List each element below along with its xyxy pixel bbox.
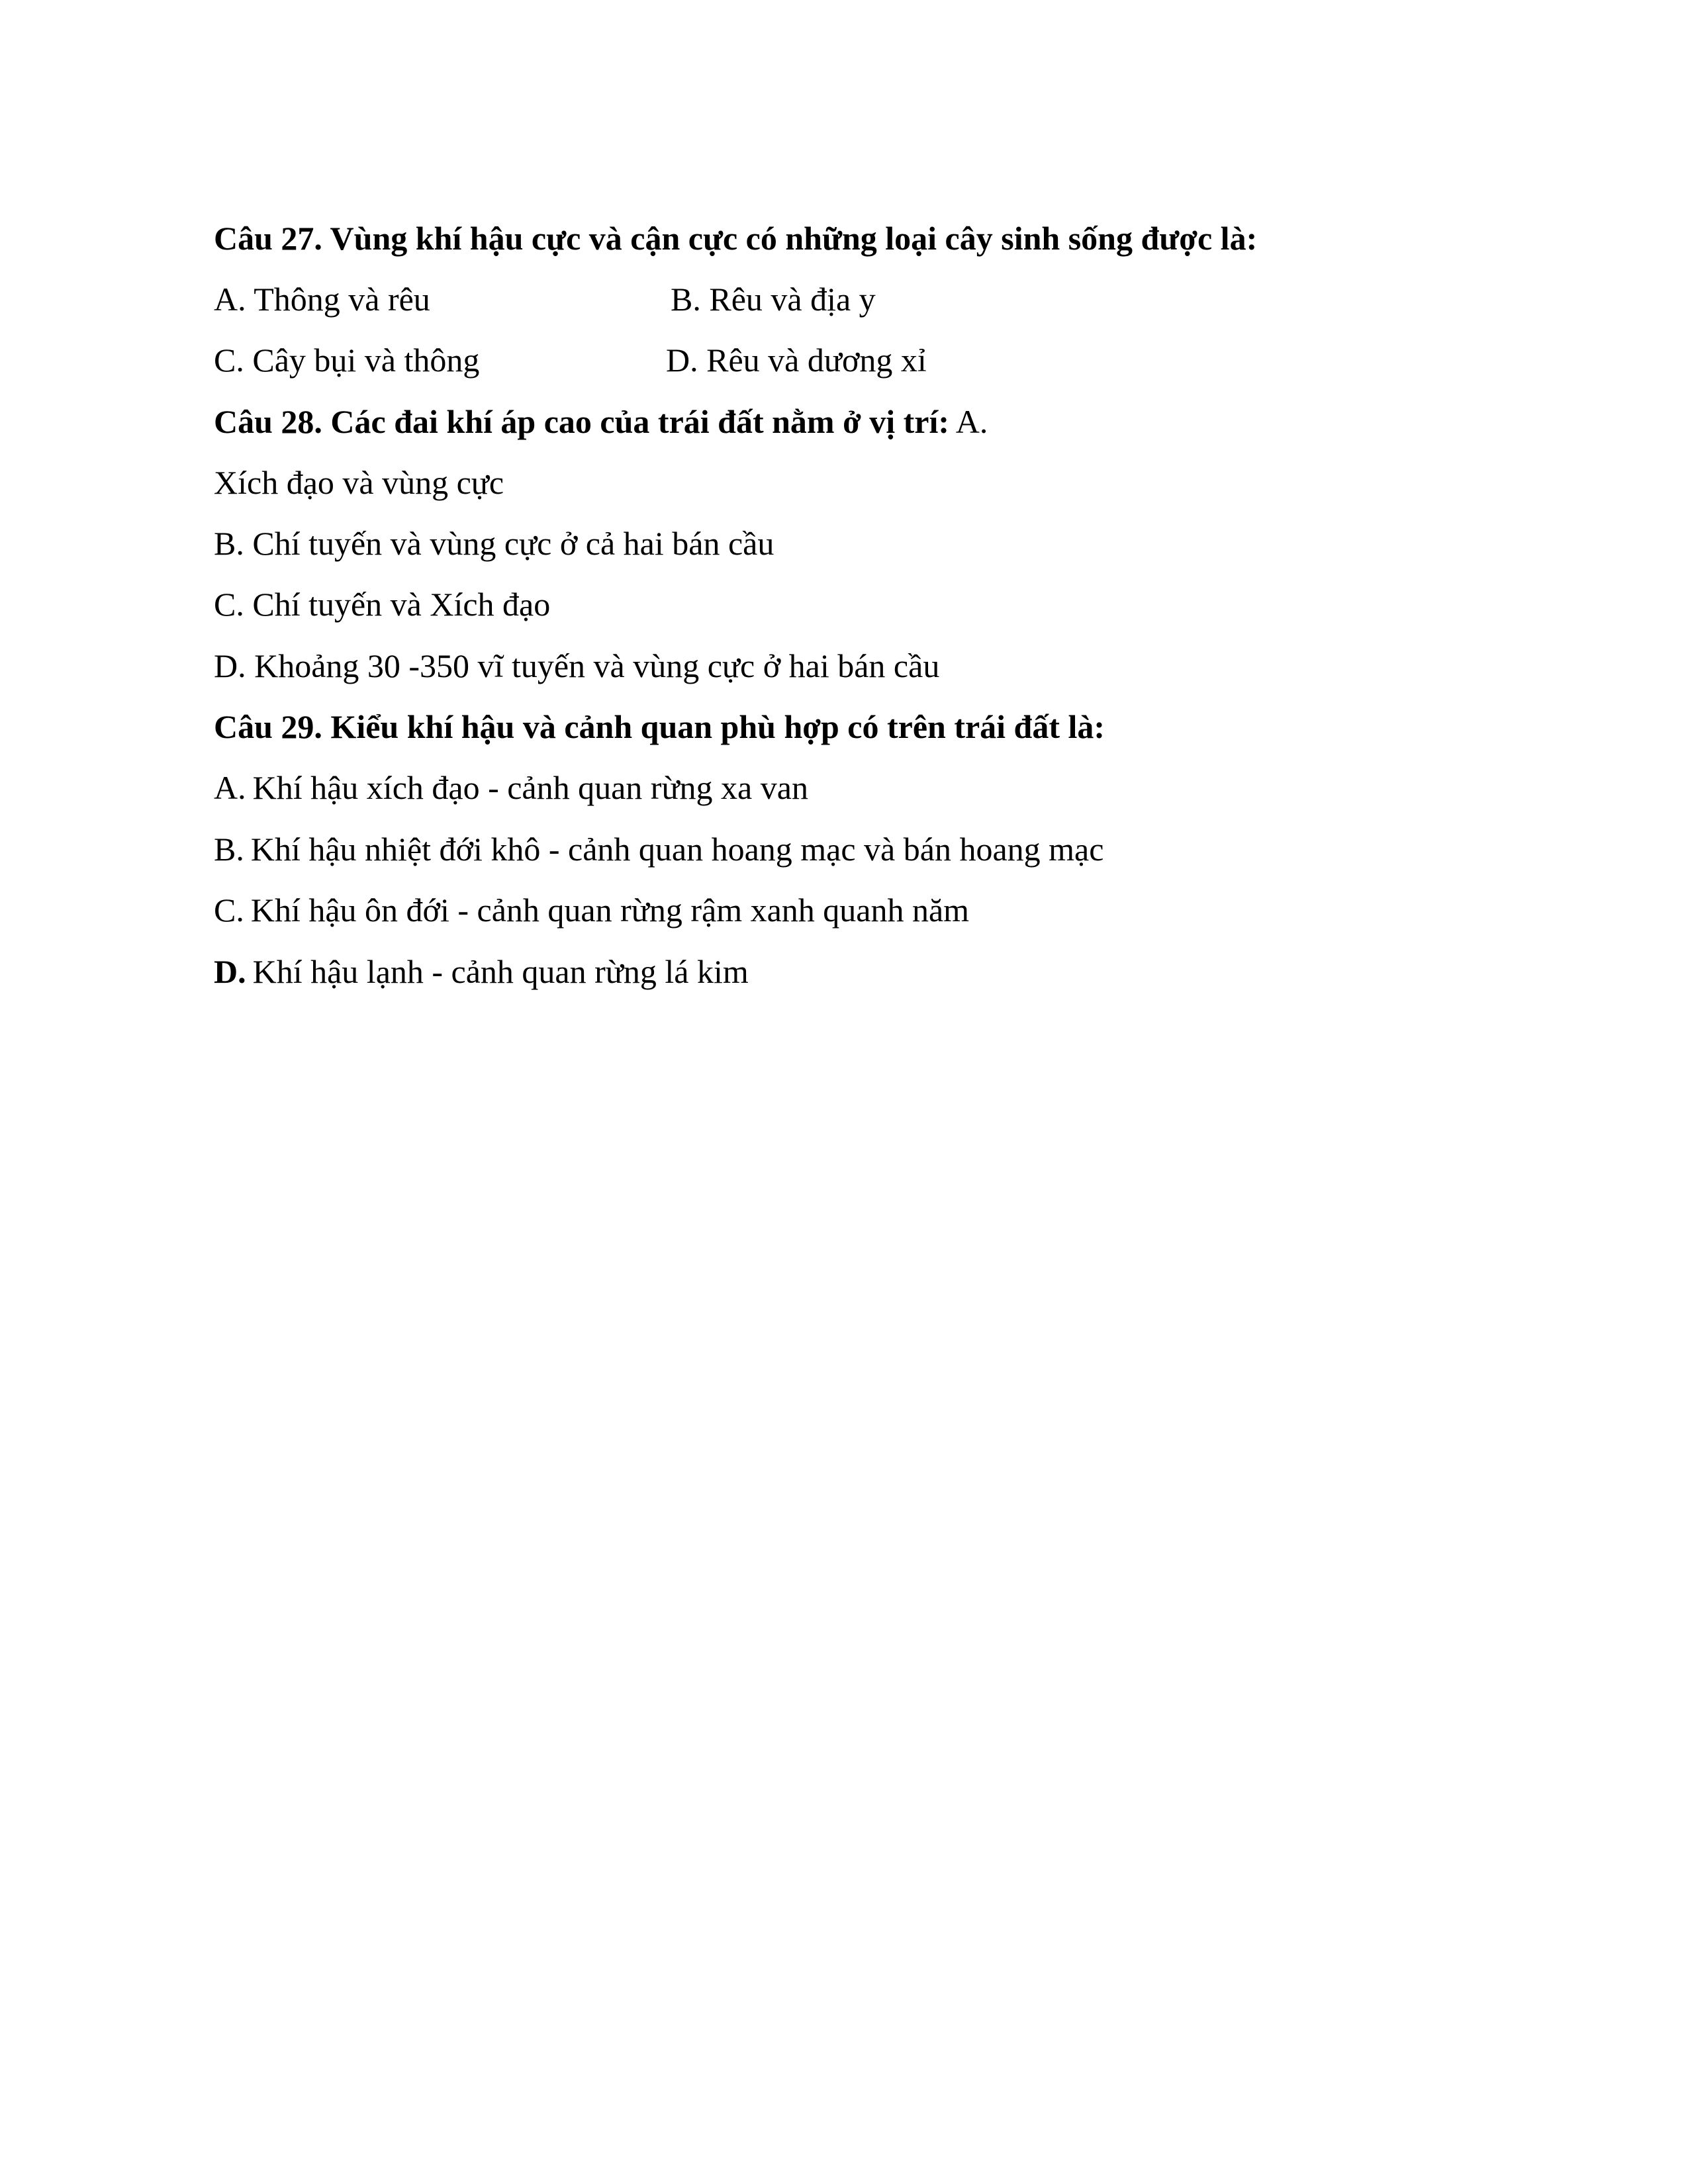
question-27-option-c: C. Cây bụi và thông [214,341,480,379]
question-29-option-a-letter: A. [214,769,246,806]
question-28-option-a-letter: A. [955,403,988,440]
question-27-number: Câu 27. [214,220,322,257]
question-29-option-b-letter: B. [214,831,244,868]
question-29-option-a [214,768,808,807]
question-29-option-d-letter: D. [214,953,246,990]
question-29-option-c-letter: C. [214,891,244,929]
question-28-number: Câu 28. [214,403,322,440]
question-28-heading [214,402,988,441]
question-29-option-d [214,952,749,991]
question-29-option-a-text: Khí hậu xích đạo - cảnh quan rừng xa van [252,769,808,806]
question-28-option-d: D. Khoảng 30 -350 vĩ tuyến và vùng cực ở hai bán cầu [214,647,940,684]
question-29-text: Kiểu khí hậu và cảnh quan phù hợp có trên trái đất là: [330,708,1105,745]
question-29-option-b-text: Khí hậu nhiệt đới khô - cảnh quan hoang mạc và bán hoang mạc [250,831,1104,868]
question-29-number: Câu 29. [214,708,322,745]
question-27-options-row-2 [214,340,927,380]
question-28-text: Các đai khí áp cao của trái đất nằm ở vị trí: [330,403,950,440]
question-29-option-b [214,829,1103,869]
question-29-option-c [214,890,969,930]
question-27-option-d: D. Rêu và dương xỉ [666,341,927,379]
question-29-option-c-text: Khí hậu ôn đới - cảnh quan rừng rậm xanh quanh năm [250,891,970,929]
question-28-option-a: Xích đạo và vùng cực [214,464,504,501]
question-29-option-d-text: Khí hậu lạnh - cảnh quan rừng lá kim [252,953,749,990]
question-27-heading [214,218,1257,258]
question-27-option-a: A. Thông và rêu [214,281,430,318]
question-27-option-b: B. Rêu và địa y [671,281,876,318]
question-29-heading [214,707,1105,747]
question-28-option-b: B. Chí tuyến và vùng cực ở cả hai bán cầu [214,525,774,562]
question-28-option-c: C. Chí tuyến và Xích đạo [214,586,551,623]
question-27-options-row-1 [214,279,876,319]
question-27-text: Vùng khí hậu cực và cận cực có những loại cây sinh sống được là: [330,220,1258,257]
